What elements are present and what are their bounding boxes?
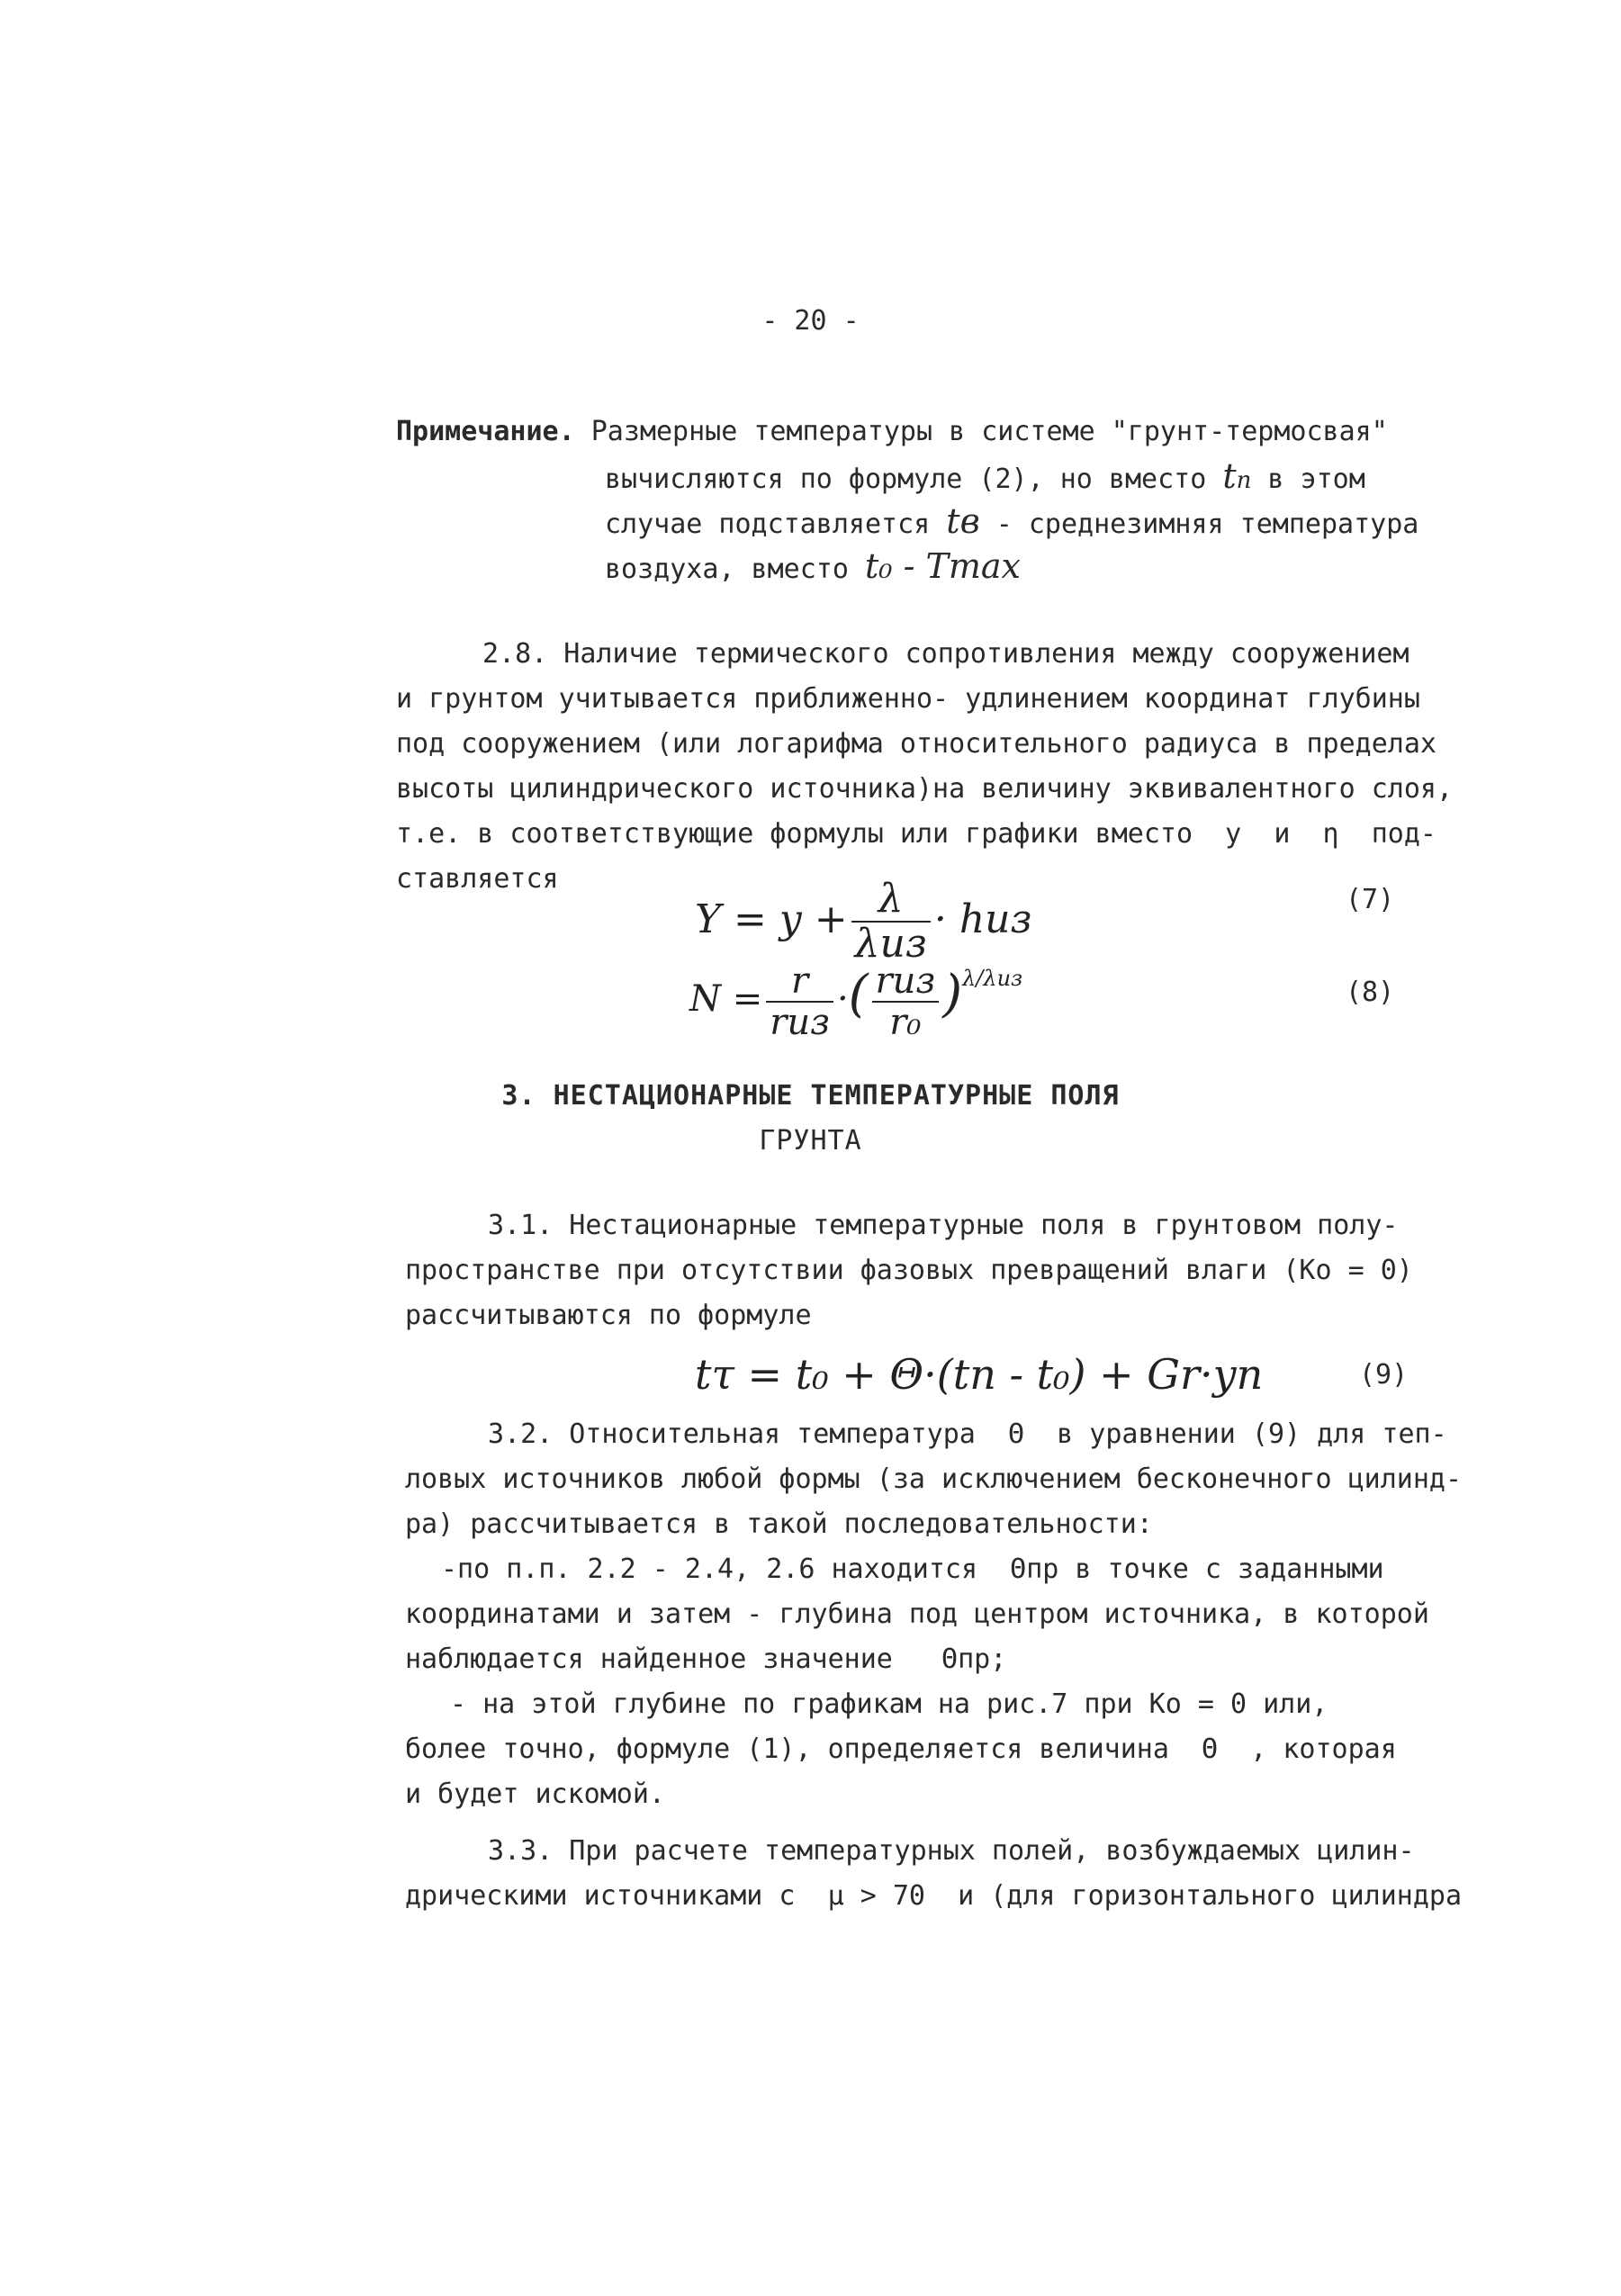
p33-line-2: дрическими источниками с μ > 70 и (для горизонтального цилиндра — [405, 1880, 1462, 1912]
p28-line-5: т.е. в соответствующие формулы или графики вместо у и η под- — [396, 818, 1436, 850]
note-text-1: Размерные температуры в системе "грунт-термосвая" — [590, 416, 1388, 447]
p31-line-1: 3.1. Нестационарные температурные поля в грунтовом полу- — [488, 1210, 1399, 1241]
p28-line-2: и грунтом учитывается приближенно- удлинением координат глубины — [396, 683, 1420, 715]
p32-line-2: ловых источников любой формы (за исключением бесконечного цилинд- — [405, 1463, 1462, 1495]
note-line-4 — [605, 546, 1021, 590]
p31-line-2: пространстве при отсутствии фазовых превращений влаги (Ко = 0) — [405, 1255, 1413, 1286]
eq8-lhs: N = — [689, 978, 763, 1020]
note-label: Примечание. — [396, 416, 575, 447]
note-symbol-sub: п — [1236, 467, 1252, 494]
section-heading-line-2: ГРУНТА — [759, 1125, 862, 1157]
eq8-paren-numerator: rиз — [872, 961, 940, 1003]
note-text-3b: - среднезимняя температура — [979, 509, 1419, 540]
equation-9: tτ = t₀ + Θ·(tп - t₀) + Gr·yп — [695, 1350, 1264, 1399]
eq7-lhs: Y = y + — [695, 896, 848, 942]
p28-line-4: высоты цилиндрического источника)на величину эквивалентного слоя, — [396, 773, 1453, 805]
eq7-rhs: · hиз — [933, 896, 1032, 942]
note-text-2a: вычисляются по формуле (2), но вместо — [605, 464, 1223, 495]
p32-line-7: - на этой глубине по графикам на рис.7 при Ко = 0 или, — [450, 1688, 1328, 1720]
p32-line-6: наблюдается найденное значение Θпр; — [405, 1643, 1007, 1675]
p32-line-5: координатами и затем - глубина под центром источника, в которой — [405, 1598, 1429, 1630]
note-text-2b: в этом — [1251, 464, 1365, 495]
eq8-numerator: r — [766, 961, 833, 1003]
p32-line-8: более точно, формуле (1), определяется величина Θ , которая — [405, 1733, 1397, 1765]
note-symbol-t0-tmax: t₀ - Tmax — [864, 546, 1021, 586]
p33-line-1: 3.3. При расчете температурных полей, возбуждаемых цилин- — [488, 1835, 1415, 1867]
equation-8: N = $\frac{r}{\text{rиз}}$ ·( $\frac{\text{rиз}}{\text{r₀}}$ )$^{\lambda/\lambda из}$ — [689, 960, 1023, 1043]
section-heading-line-1: 3. НЕСТАЦИОНАРНЫЕ ТЕМПЕРАТУРНЫЕ ПОЛЯ — [501, 1080, 1120, 1112]
p32-line-9: и будет искомой. — [405, 1778, 665, 1810]
page-number: - 20 - — [761, 305, 860, 337]
note-symbol-t: t — [1222, 456, 1237, 496]
eq7-denominator: λиз — [854, 921, 927, 968]
eq8-dot: · — [836, 978, 849, 1020]
note-line-2 — [605, 456, 1365, 500]
p32-line-1: 3.2. Относительная температура Θ в уравнении (9) для теп- — [488, 1418, 1447, 1450]
eq7-fraction — [851, 878, 931, 967]
note-line-3 — [605, 501, 1418, 545]
p28-line-3: под сооружением (или логарифма относительного радиуса в пределах — [396, 728, 1436, 760]
equation-7 — [695, 878, 1032, 967]
eq7-number: (7) — [1346, 884, 1395, 915]
eq8-fraction — [766, 961, 833, 1042]
p28-line-1: 2.8. Наличие термического сопротивления между сооружением — [482, 638, 1409, 670]
eq8-number: (8) — [1346, 977, 1395, 1008]
eq8-paren-fraction — [872, 961, 940, 1042]
note-line-1 — [396, 412, 1388, 452]
eq8-exponent: λ/λиз — [962, 966, 1023, 991]
note-text-4a: воздуха, вместо — [605, 554, 865, 585]
eq7-numerator: λ — [851, 878, 931, 923]
note-text-3a: случае подставляется — [605, 509, 947, 540]
eq8-paren-denominator: r₀ — [889, 1002, 922, 1043]
p28-line-6: ставляется — [396, 863, 559, 895]
p31-line-3: рассчитываются по формуле — [405, 1300, 812, 1331]
p32-line-4: -по п.п. 2.2 - 2.4, 2.6 находится Θпр в точке с заданными — [441, 1553, 1384, 1585]
p32-line-3: ра) рассчитывается в такой последовательности: — [405, 1508, 1153, 1540]
note-symbol-tv: tв — [946, 501, 980, 541]
eq9-number: (9) — [1359, 1359, 1409, 1391]
eq8-denominator: rиз — [770, 1002, 830, 1043]
